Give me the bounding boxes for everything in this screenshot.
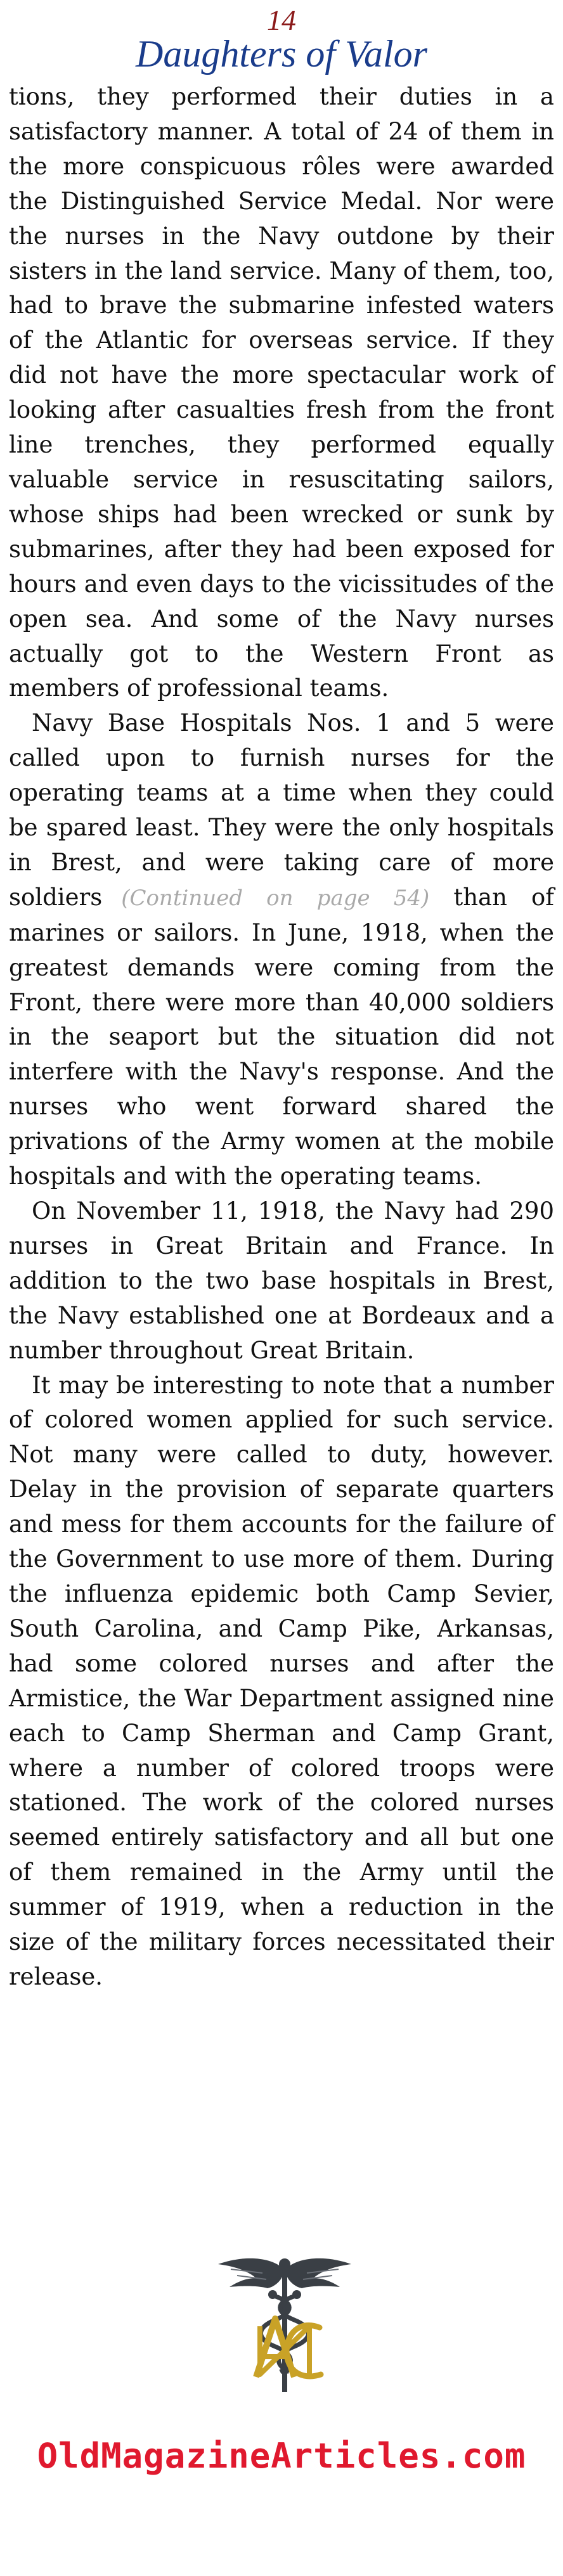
article-body (9, 80, 554, 1995)
paragraph-2-text-before: Navy Base Hospitals Nos. 1 and 5 were called upon to furnish nurses for the operating teams at a time when they could be spared least. They were the only hospitals in Brest, and were taking care of more soldiers (9, 709, 554, 911)
article-paragraph-1: tions, they performed their duties in a satisfactory manner. A total of 24 of them in the more conspicuous rôles were awarded the Distinguished Service Medal. Nor were the nurses in the Navy outdone by their sisters in the land service. Many of them, too, had to brave the submarine infested waters of the Atlantic for overseas service. If they did not have the more spectacular work of looking after casualties fresh from the front line trenches, they performed equally valuable service in resuscitating sailors, whose ships had been wrecked or sunk by submarines, after they had been exposed for hours and even days to the vicissitudes of the open sea. And some of the Navy nurses actually got to the Western Front as members of professional teams. (9, 83, 554, 702)
caduceus-anc-insignia-icon (212, 2250, 358, 2396)
running-title: Daughters of Valor (135, 33, 428, 75)
paragraph-2-text-after: than of marines or sailors. In June, 1918, when the greatest demands were coming from the Front, there were more than 40,000 soldiers in the seaport but the situation did not interfere with the Navy's response. And the nurses who went forward shared the privations of the Army women at the mobile hospitals and with the operating teams. (9, 883, 554, 1190)
article-paragraph-2 (9, 706, 554, 1194)
footer-brand-link[interactable]: OldMagazineArticles.com (37, 2436, 526, 2476)
continued-on-page-note: (Continued on page 54) (121, 885, 430, 911)
article-paragraph-4: It may be interesting to note that a number of colored women applied for such service. Not many were called to duty, however. Delay in the provision of separate quarters and mess for them accounts for the failure of the Government to use more of them. During the influenza epidemic both Camp Sevier, South Carolina, and Camp Pike, Arkansas, had some colored nurses and after the Armistice, the War Department assigned nine each to Camp Sherman and Camp Grant, where a number of colored troops were stationed. The work of the colored nurses seemed entirely satisfactory and all but one of them remained in the Army until the summer of 1919, when a reduction in the size of the military forces necessitated their release. (9, 1371, 554, 1990)
page-number: 14 (267, 4, 296, 36)
article-paragraph-3: On November 11, 1918, the Navy had 290 nurses in Great Britain and France. In addition to the two base hospitals in Brest, the Navy established one at Bordeaux and a number throughout Great Britain. (9, 1197, 554, 1364)
